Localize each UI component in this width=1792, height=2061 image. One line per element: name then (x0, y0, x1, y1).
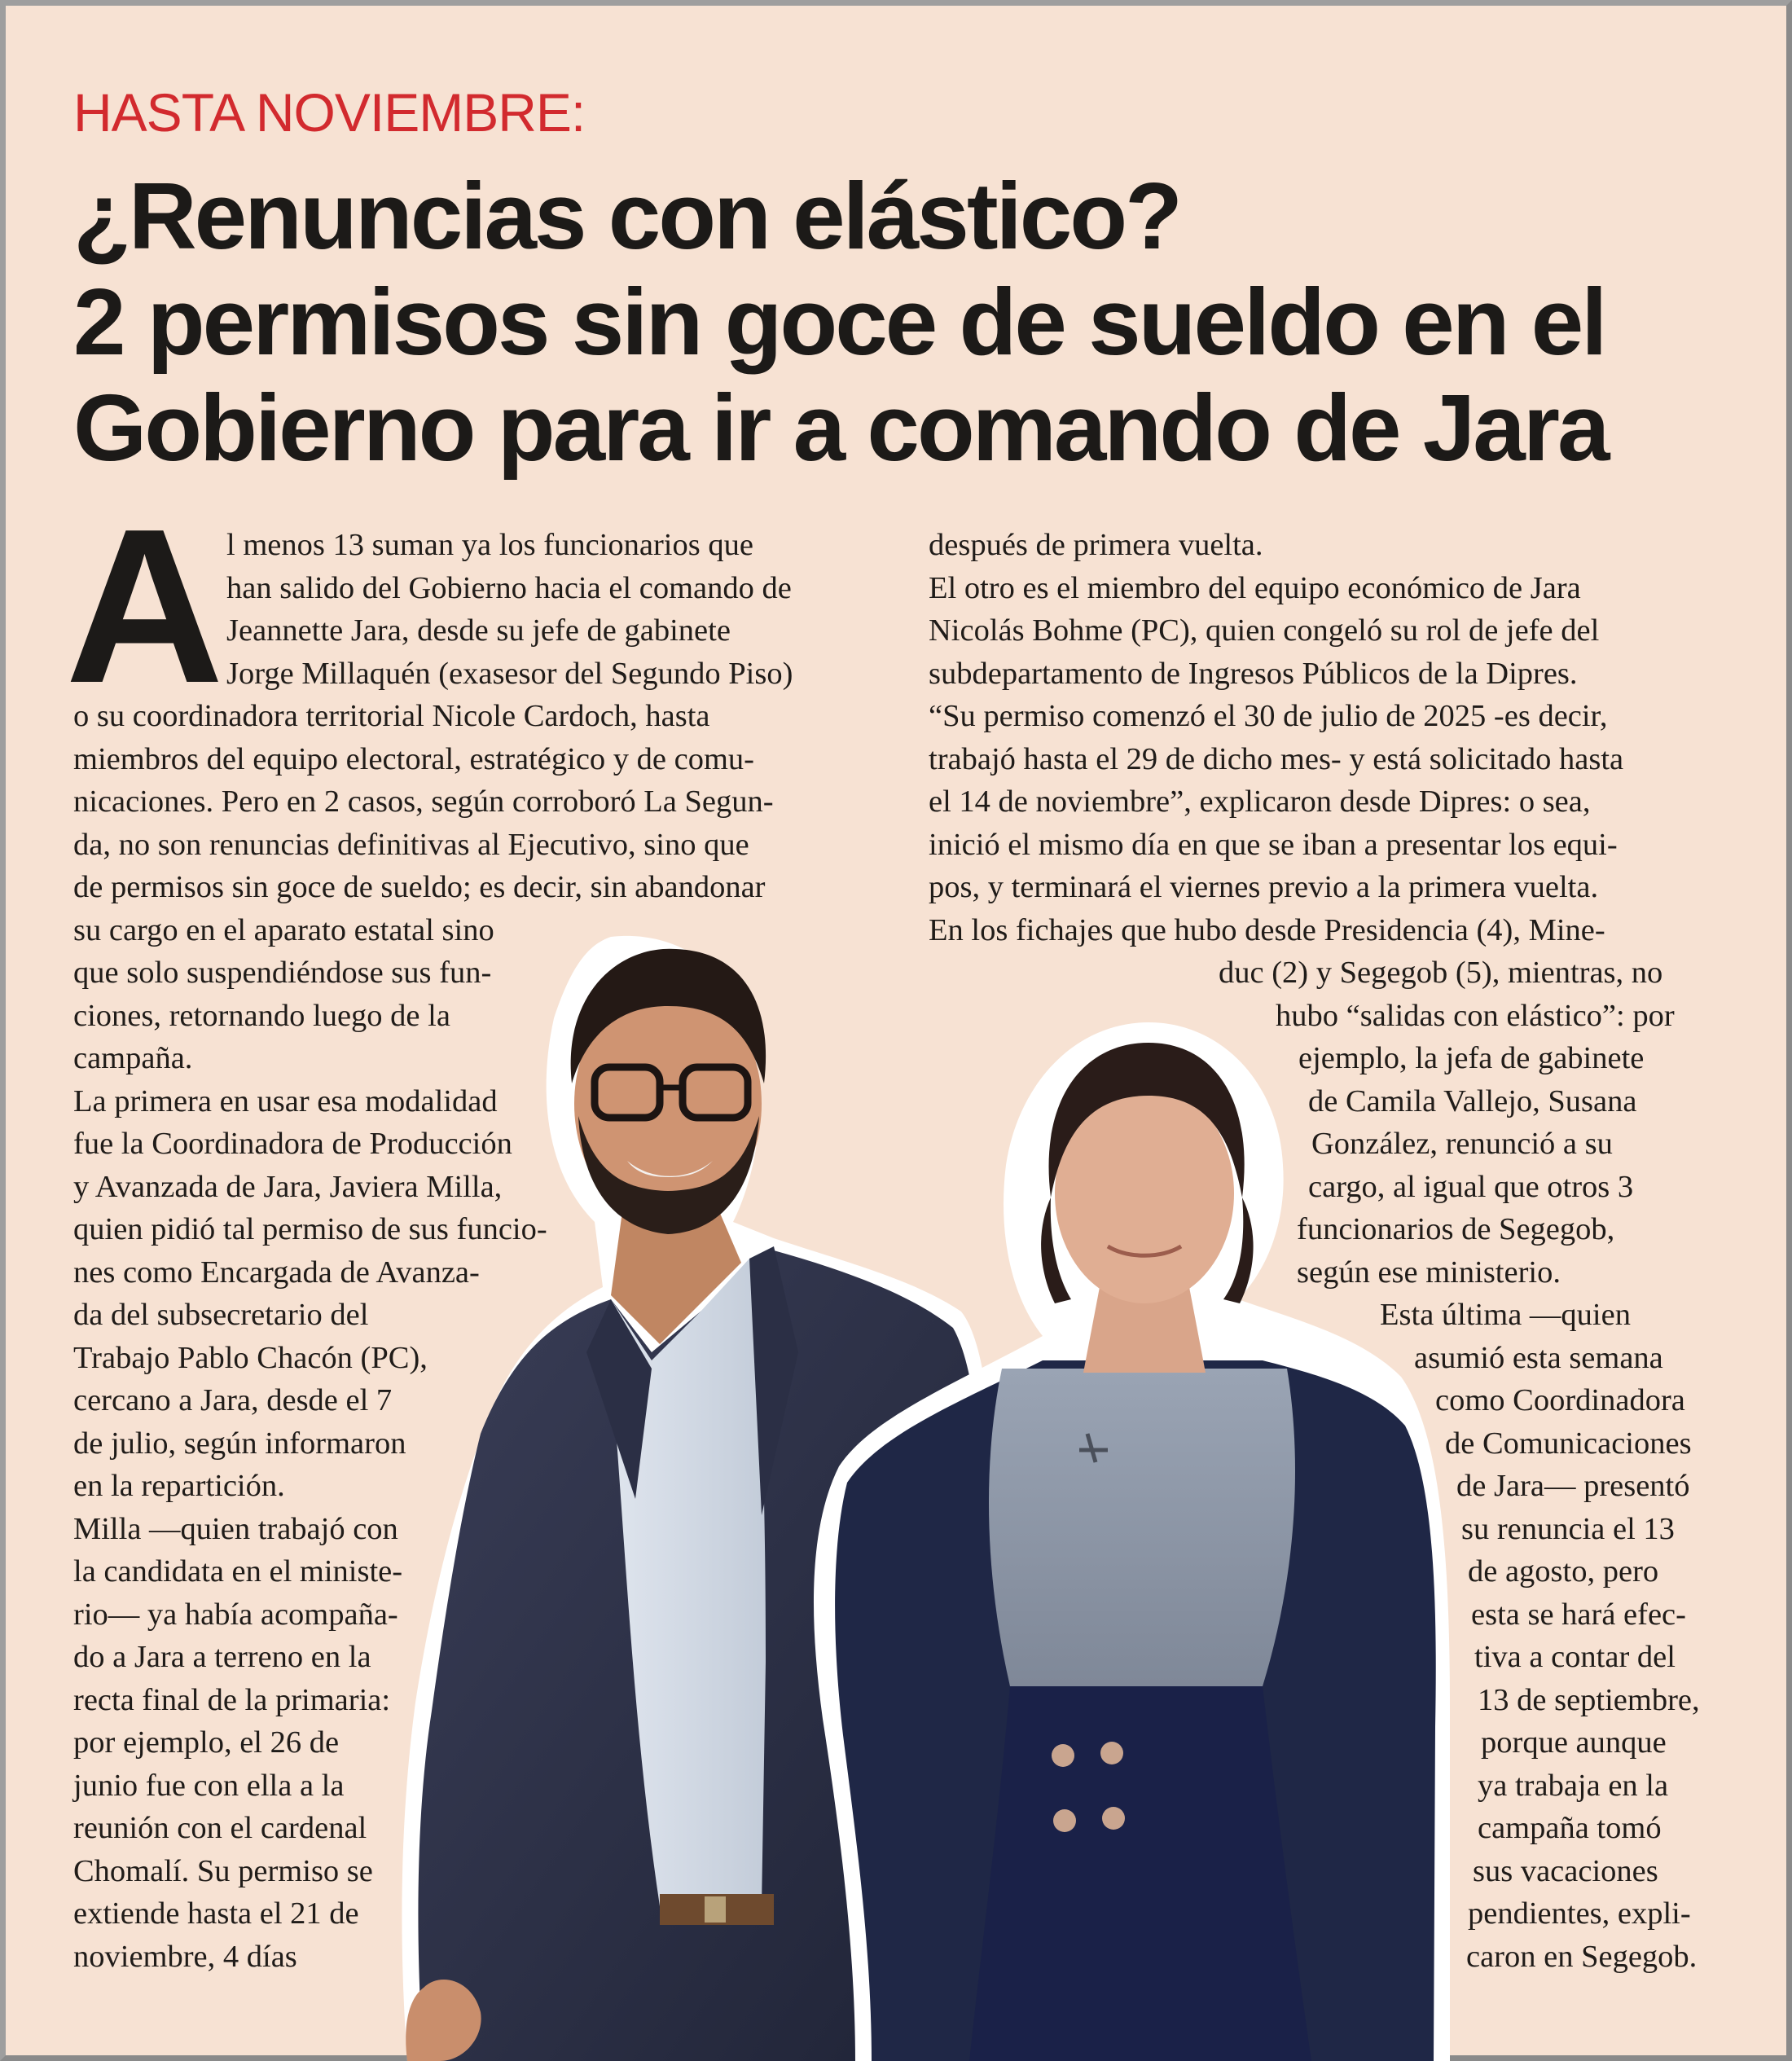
body-line: rio— ya había acompaña- (73, 1597, 398, 1632)
body-line: Trabajo Pablo Chacón (PC), (73, 1341, 428, 1375)
body-line: ejemplo, la jefa de gabinete (1298, 1041, 1645, 1075)
body-line: nes como Encargada de Avanza- (73, 1255, 480, 1290)
body-line: Esta última —quien (1380, 1298, 1631, 1332)
body-line: Milla —quien trabajó con (73, 1512, 398, 1546)
body-line: por ejemplo, el 26 de (73, 1725, 340, 1760)
body-line: fue la Coordinadora de Producción (73, 1127, 512, 1161)
body-line: trabajó hasta el 29 de dicho mes- y está solicitado hasta (929, 742, 1624, 776)
body-line: nicaciones. Pero en 2 casos, según corroboró La Segun- (73, 784, 774, 819)
body-line: hubo “salidas con elástico”: por (1276, 999, 1675, 1033)
body-line: pos, y terminará el viernes previo a la primera vuelta. (929, 870, 1599, 904)
body-line: cargo, al igual que otros 3 (1308, 1170, 1634, 1204)
body-line: Jeannette Jara, desde su jefe de gabinete (226, 613, 731, 648)
body-line: duc (2) y Segegob (5), mientras, no (1219, 956, 1663, 990)
body-line: recta final de la primaria: (73, 1683, 391, 1717)
body-line: han salido del Gobierno hacia el comando de (226, 571, 792, 605)
body-line: extiende hasta el 21 de (73, 1896, 359, 1931)
body-line: da, no son renuncias definitivas al Ejecutivo, sino que (73, 828, 749, 862)
headline-line: 2 permisos sin goce de sueldo en el (73, 269, 1605, 375)
body-line: ya trabaja en la (1478, 1769, 1669, 1803)
body-line: junio fue con ella a la (73, 1769, 345, 1803)
body-line: subdepartamento de Ingresos Públicos de la Dipres. (929, 657, 1578, 691)
body-line: después de primera vuelta. (929, 528, 1263, 562)
body-line: tiva a contar del (1474, 1640, 1676, 1674)
body-line: de julio, según informaron (73, 1426, 406, 1461)
body-line: “Su permiso comenzó el 30 de julio de 2025 -es decir, (929, 699, 1608, 733)
body-line: su renuncia el 13 (1461, 1512, 1675, 1546)
body-line: como Coordinadora (1435, 1383, 1685, 1417)
body-line: caron en Segegob. (1466, 1940, 1698, 1974)
body-line: González, renunció a su (1311, 1127, 1613, 1161)
body-line: El otro es el miembro del equipo económico de Jara (929, 571, 1581, 605)
body-line: noviembre, 4 días (73, 1940, 297, 1974)
body-line: funcionarios de Segegob, (1297, 1212, 1615, 1246)
body-line: Jorge Millaquén (exasesor del Segundo Piso) (226, 657, 793, 691)
article-kicker: HASTA NOVIEMBRE: (73, 82, 586, 143)
body-line: su cargo en el aparato estatal sino (73, 913, 494, 947)
body-line: campaña. (73, 1041, 193, 1075)
body-line: asumió esta semana (1414, 1341, 1663, 1375)
body-line: reunión con el cardenal (73, 1811, 367, 1845)
body-line: Chomalí. Su permiso se (73, 1854, 373, 1888)
body-line: porque aunque (1481, 1725, 1667, 1760)
body-line: l menos 13 suman ya los funcionarios que (226, 528, 753, 562)
body-line: ciones, retornando luego de la (73, 999, 450, 1033)
body-line: sus vacaciones (1473, 1854, 1658, 1888)
article-headline (73, 163, 1751, 481)
body-line: de Jara— presentó (1456, 1469, 1690, 1503)
body-line: quien pidió tal permiso de sus funcio- (73, 1212, 547, 1246)
body-line: de Comunicaciones (1445, 1426, 1692, 1461)
body-line: 13 de septiembre, (1478, 1683, 1700, 1717)
body-line: y Avanzada de Jara, Javiera Milla, (73, 1170, 503, 1204)
body-line: el 14 de noviembre”, explicaron desde Dipres: o sea, (929, 784, 1591, 819)
body-line: esta se hará efec- (1471, 1597, 1686, 1632)
body-line: de permisos sin goce de sueldo; es decir, sin abandonar (73, 870, 766, 904)
body-line: da del subsecretario del (73, 1298, 369, 1332)
body-line: que solo suspendiéndose sus fun- (73, 956, 492, 990)
body-line: pendientes, expli- (1468, 1896, 1691, 1931)
headline-line: ¿Renuncias con elástico? (73, 163, 1181, 269)
body-line: de agosto, pero (1468, 1554, 1659, 1589)
body-line: en la repartición. (73, 1469, 285, 1503)
body-line: o su coordinadora territorial Nicole Cardoch, hasta (73, 699, 710, 733)
drop-cap: A (65, 484, 224, 729)
body-line: según ese ministerio. (1297, 1255, 1561, 1290)
headline-line: Gobierno para ir a comando de Jara (73, 375, 1608, 481)
body-line: La primera en usar esa modalidad (73, 1084, 498, 1118)
body-line: campaña tomó (1478, 1811, 1662, 1845)
body-line: de Camila Vallejo, Susana (1308, 1084, 1637, 1118)
body-line: miembros del equipo electoral, estratégico y de comu- (73, 742, 755, 776)
body-line: do a Jara a terreno en la (73, 1640, 371, 1674)
body-line: inició el mismo día en que se iban a presentar los equi- (929, 828, 1618, 862)
body-line: cercano a Jara, desde el 7 (73, 1383, 393, 1417)
body-line: Nicolás Bohme (PC), quien congeló su rol de jefe del (929, 613, 1600, 648)
body-line: la candidata en el ministe- (73, 1554, 403, 1589)
body-line: En los fichajes que hubo desde Presidencia (4), Mine- (929, 913, 1605, 947)
